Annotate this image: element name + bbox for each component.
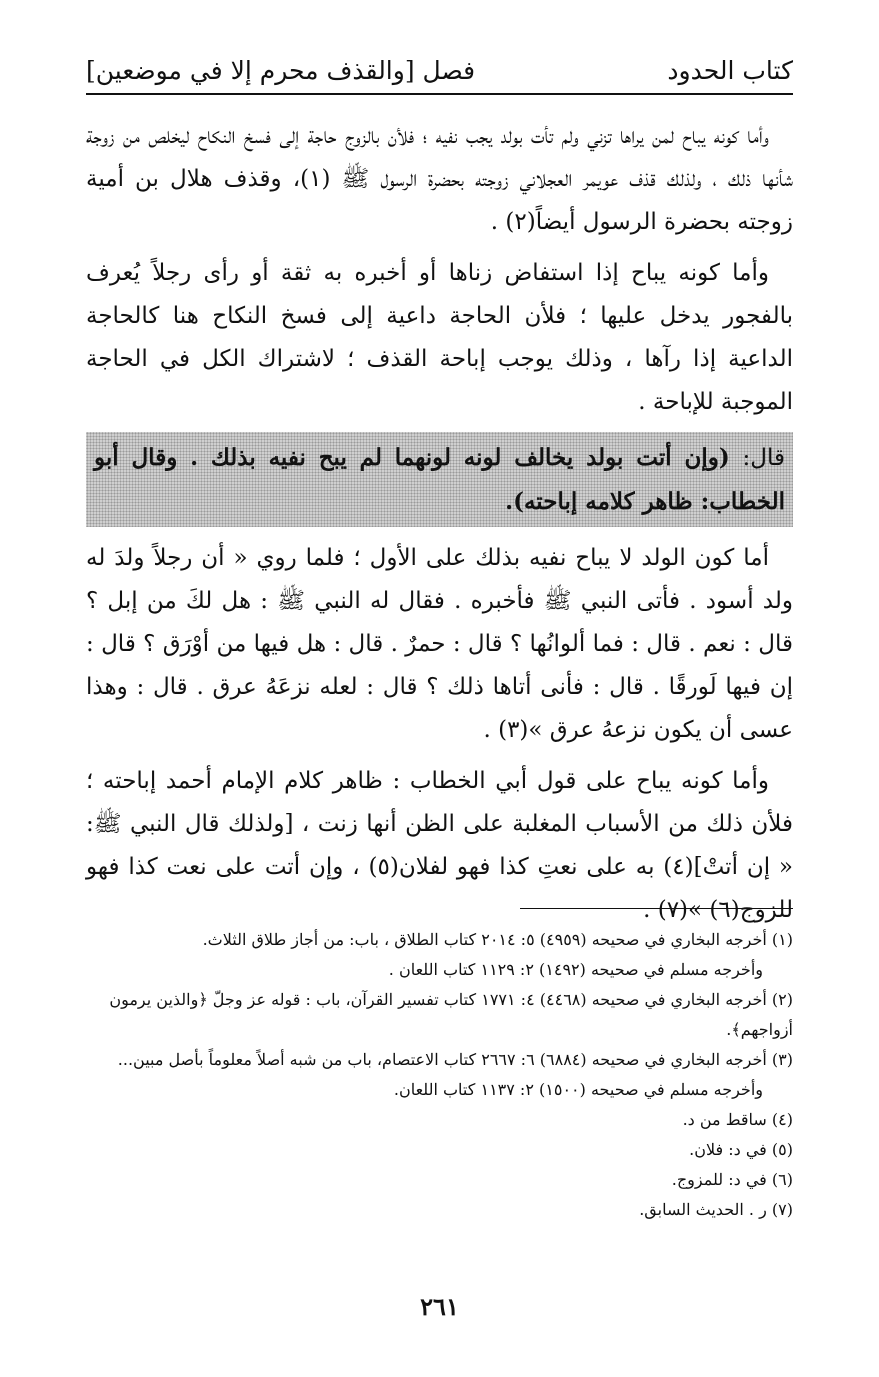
- ruling-text: (وإن أتت بولد يخالف لونه لونهما لم يبح نفيه بذلك . وقال أبو الخطاب: ظاهر كلامه إباحته).: [94, 444, 785, 515]
- footnote-rule: [520, 908, 793, 909]
- footnote-3: (٣) أخرجه البخاري في صحيحه (٦٨٨٤) ٦: ٢٦٦٧ كتاب الاعتصام، باب من شبه أصلاً معلوماً بأصل مبين...: [117, 1050, 793, 1069]
- paragraph-2: وأما كونه يباح إذا استفاض زناها أو أخبره به ثقة أو رأى رجلاً يُعرف بالفجور يدخل عليها ؛ فلأن الحاجة داعية إلى فسخ النكاح هنا كالحاجة الداعية إذا رآها ، وذلك يوجب إباحة القذف ؛ لاشتراك الكل في الحاجة الموجبة للإباحة .: [86, 260, 793, 415]
- footnote-1-continuation: وأخرجه مسلم في صحيحه (١٤٩٢) ٢: ١١٢٩ كتاب اللعان .: [388, 960, 763, 979]
- main-text: [86, 115, 793, 940]
- page-number: ٢٦١: [420, 1292, 459, 1321]
- footnote-4: (٤) ساقط من د.: [682, 1110, 793, 1129]
- footnotes: [86, 925, 793, 1225]
- highlighted-ruling: [86, 432, 793, 527]
- footnote-1: (١) أخرجه البخاري في صحيحه (٤٩٥٩) ٥: ٢٠١٤ كتاب الطلاق ، باب: من أجاز طلاق الثلاث.: [202, 930, 793, 949]
- footnote-3-continuation: وأخرجه مسلم في صحيحه (١٥٠٠) ٢: ١١٣٧ كتاب اللعان.: [393, 1080, 763, 1099]
- book-title: كتاب الحدود: [667, 55, 793, 85]
- footnote-7: (٧) ر . الحديث السابق.: [639, 1200, 793, 1219]
- section-title: فصل [والقذف محرم إلا في موضعين]: [86, 55, 476, 85]
- footnote-6: (٦) في د: للمزوج.: [671, 1170, 793, 1189]
- paragraph-1: وأما كونه يباح لمن يراها تزني ولم تأت بولد يجب نفيه ؛ فلأن بالزوج حاجة إلى فسخ النكاح ليخلص من زوجة شأنها ذلك ، ولذلك قذف عويمر العجلاني زوجته بحضرة الرسول ﷺ (١)، وقذف هلال بن أمية زوجته بحضرة الرسول أيضاً(٢) .: [86, 123, 793, 235]
- footnote-5: (٥) في د: فلان.: [689, 1140, 793, 1159]
- paragraph-4: وأما كونه يباح على قول أبي الخطاب : ظاهر كلام الإمام أحمد إباحته ؛ فلأن ذلك من الأسباب المغلبة على الظن أنها زنت ، [ولذلك قال النبي ﷺ: « إن أتتْ](٤) به على نعتِ كذا فهو لفلان(٥) ، وإن أتت على نعت كذا فهو للزوج(٦) »(٧) .: [86, 768, 794, 923]
- paragraph-3: أما كون الولد لا يباح نفيه بذلك على الأول ؛ فلما روي « أن رجلاً ولدَ له ولد أسود . فأتى النبي ﷺ فأخبره . فقال له النبي ﷺ : هل لكَ من إبل ؟ قال : نعم . قال : فما ألوانُها ؟ قال : حمرٌ . قال : هل فيها من أوْرَق ؟ قال : إن فيها لَورقًا . قال : فأنى أتاها ذلك ؟ قال : لعله نزعَهُ عرق . قال : وهذا عسى أن يكون نزعهُ عرق »(٣) .: [86, 545, 793, 743]
- running-header: [86, 50, 793, 90]
- ruling-qala: قال:: [742, 445, 785, 471]
- footnote-2: (٢) أخرجه البخاري في صحيحه (٤٤٦٨) ٤: ١٧٧١ كتاب تفسير القرآن، باب : قوله عز وجلّ ﴿والذين يرمون أزواجهم﴾.: [109, 990, 793, 1039]
- header-rule: [86, 93, 793, 95]
